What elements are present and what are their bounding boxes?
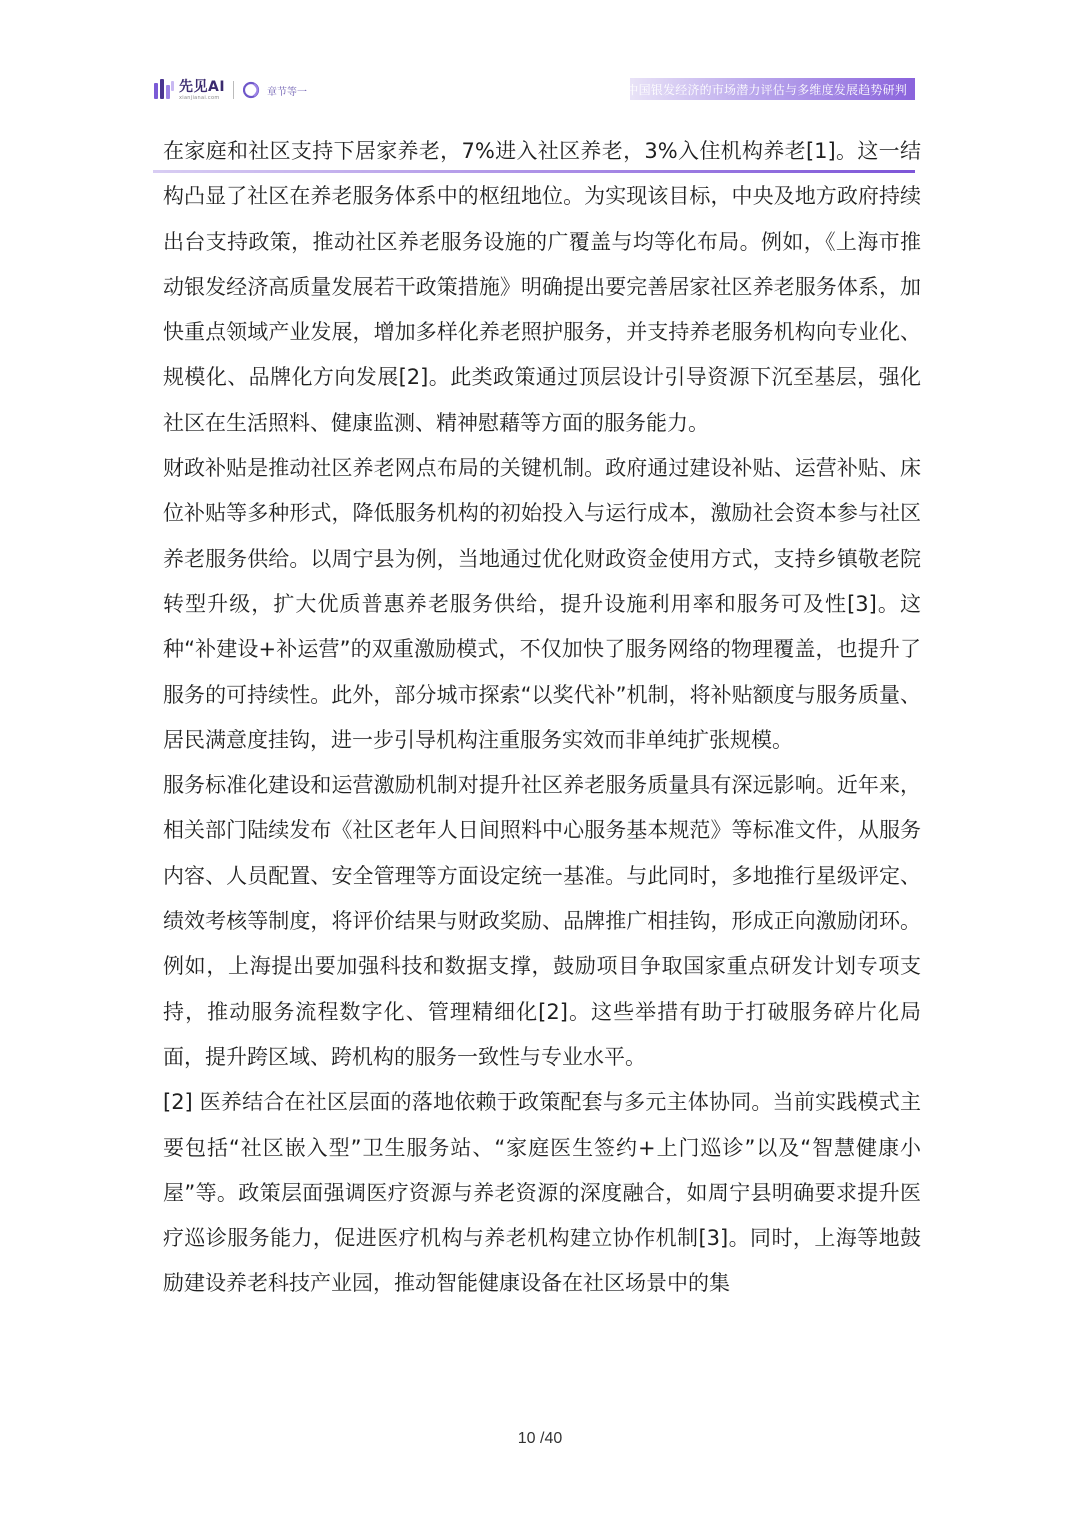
paragraph: [2] 医养结合在社区层面的落地依赖于政策配套与多元主体协同。当前实践模式主要包括“社区嵌入型”卫生服务站、“家庭医生签约+上门巡诊”以及“智慧健康小屋”等。政策层面强调医疗资源与养老资源的深度融合，如周宁县明确要求提升医疗巡诊服务能力，促进医疗机构与养老机构建立协作机制[3]。同时，上海等地鼓励建设养老科技产业园，推动智能健康设备在社区场景中的集 — [163, 1090, 921, 1296]
page-number: 10 /40 — [517, 1430, 563, 1447]
report-title-bar — [626, 78, 915, 100]
page-header — [153, 72, 915, 108]
partner-name: 章节等一 — [267, 86, 308, 98]
report-title: 中国银发经济的市场潜力评估与多维度发展趋势研判 — [626, 82, 907, 97]
header-logo-group — [153, 72, 307, 108]
body-text — [163, 129, 921, 1307]
paragraph: 服务标准化建设和运营激励机制对提升社区养老服务质量具有深远影响。近年来，相关部门陆续发布《社区老年人日间照料中心服务基本规范》等标准文件，从服务内容、人员配置、安全管理等方面设定统一基准。与此同时，多地推行星级评定、绩效考核等制度，将评价结果与财政奖励、品牌推广相挂钩，形成正向激励闭环。例如，上海提出要加强科技和数据支撑，鼓励项目争取国家重点研发计划专项支持，推动服务流程数字化、管理精细化[2]。这些举措有助于打破服务碎片化局面，提升跨区域、跨机构的服务一致性与专业水平。 — [163, 773, 921, 1069]
logo-subtitle: xianjianai.com — [179, 94, 220, 101]
logo-divider — [233, 81, 234, 99]
paragraph: 在家庭和社区支持下居家养老，7%进入社区养老，3%入住机构养老[1]。这一结构凸显了社区在养老服务体系中的枢纽地位。为实现该目标，中央及地方政府持续出台支持政策，推动社区养老服务设施的广覆盖与均等化布局。例如，《上海市推动银发经济高质量发展若干政策措施》明确提出要完善居家社区养老服务体系，加快重点领域产业发展，增加多样化养老照护服务，并支持养老服务机构向专业化、规模化、品牌化方向发展[2]。此类政策通过顶层设计引导资源下沉至基层，强化社区在生活照料、健康监测、精神慰藉等方面的服务能力。 — [163, 139, 921, 435]
xianjian-logo-icon — [153, 77, 175, 103]
partner-logo-icon — [243, 80, 263, 100]
paragraph: 财政补贴是推动社区养老网点布局的关键机制。政府通过建设补贴、运营补贴、床位补贴等多种形式，降低服务机构的初始投入与运行成本，激励社会资本参与社区养老服务供给。以周宁县为例，当地通过优化财政资金使用方式，支持乡镇敬老院转型升级，扩大优质普惠养老服务供给，提升设施利用率和服务可及性[3]。这种“补建设+补运营”的双重激励模式，不仅加快了服务网络的物理覆盖，也提升了服务的可持续性。此外，部分城市探索“以奖代补”机制，将补贴额度与服务质量、居民满意度挂钩，进一步引导机构注重服务实效而非单纯扩张规模。 — [163, 456, 921, 752]
logo-name: 先见AI — [179, 78, 226, 95]
